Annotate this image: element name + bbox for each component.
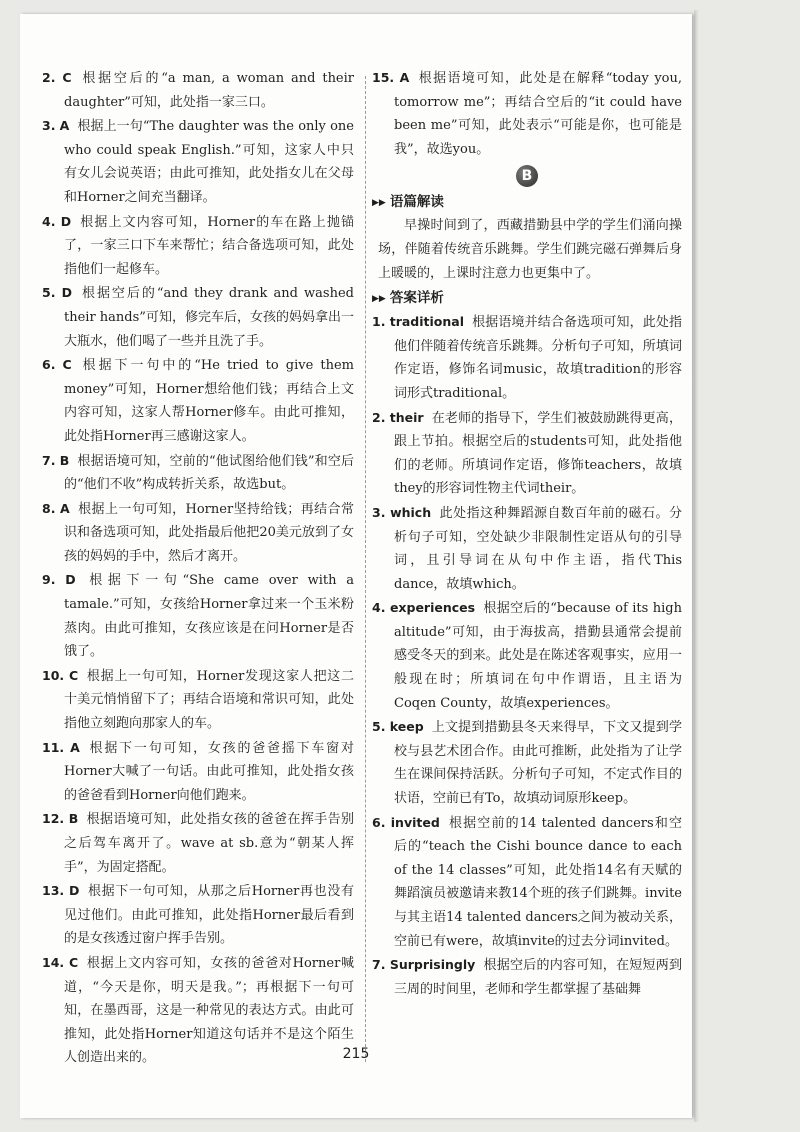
answer-item-15 — [372, 66, 682, 161]
answers-heading-text: 答案详析 — [389, 290, 444, 307]
page-number: 215 — [342, 1046, 370, 1062]
item-explanation: 根据下一句可知，从那之后Horner再也没有见过他们。由此可推知，此处指Horner最后看到的是女孩透过窗户挥手告别。 — [64, 884, 354, 947]
item-number: 9. — [42, 572, 56, 588]
item-answer: C — [69, 954, 79, 970]
item-number: 3. — [42, 118, 56, 134]
item-number: 7. — [372, 957, 386, 973]
item-number: 5. — [42, 285, 56, 301]
item-explanation: 在老师的指导下，学生们被鼓励跳得更高，跟上节拍。根据空后的students可知，此处指他们的老师。所填词作定语，修饰teachers，故填they的形容词性物主代词their。 — [394, 410, 682, 497]
item-explanation: 根据上一句可知，Horner坚持给钱；再结合常识和备选项可知，此处指最后他把20美元放到了女孩的妈妈的手中，然后才离开。 — [64, 501, 354, 564]
item-explanation: 根据语境可知，此处是在解释“today you, tomorrow me”；再结合空后的“it could have been me”可知，此处表示“可能是你，也可能是我”，故选you。 — [394, 71, 682, 157]
answer-item — [42, 210, 354, 282]
item-answer: traditional — [389, 314, 464, 330]
item-answer: experiences — [389, 600, 476, 616]
item-explanation: 根据下一句中的“He tried to give them money”可知，Horner想给他们钱；再结合上文内容可知，这家人帮Horner修车。由此可推知，此处指Horner再三感谢这家人。 — [64, 358, 354, 444]
item-answer: B — [59, 452, 70, 468]
item-answer: B — [68, 811, 79, 827]
item-explanation: 根据语境可知，此处指女孩的爸爸在挥手告别之后驾车离开了。wave at sb.意为“朝某人挥手”，为固定搭配。 — [64, 812, 354, 875]
item-answer: C — [62, 70, 72, 85]
answer-list-b — [372, 310, 682, 1001]
passage-reading-heading — [372, 191, 682, 214]
item-answer: D — [65, 572, 76, 588]
item-number: 2. — [42, 70, 56, 85]
item-number: 11. — [42, 739, 65, 755]
item-answer: C — [62, 357, 72, 373]
answer-item — [42, 114, 354, 209]
item-answer: D — [60, 213, 72, 229]
passage-heading-text: 语篇解读 — [389, 194, 444, 211]
item-explanation: 根据上文内容可知，女孩的爸爸对Horner喊道，“今天是你，明天是我。”；再根据下一句可知，在墨西哥，这是一种常见的表达方式。由此可推知，此处指Horner知道这句话并不是这个陌生人创造出来的。 — [64, 955, 354, 1066]
answer-item — [42, 736, 354, 808]
item-answer: which — [390, 504, 432, 520]
item-number: 7. — [42, 452, 56, 468]
answer-item — [42, 664, 354, 736]
item-answer: Surprisingly — [389, 957, 476, 973]
item-explanation: 根据上文内容可知，Horner的车在路上抛锚了，一家三口下车来帮忙；结合备选项可知，此处指他们一起修车。 — [64, 214, 354, 277]
answer-item — [42, 807, 354, 879]
item-explanation: 根据上一句可知，Horner发现这家人把这二十美元悄悄留下了；再结合语境和常识可知，此处指他立刻跑向那家人的车。 — [64, 668, 354, 732]
item-answer: A — [60, 500, 70, 516]
item-number: 13. — [42, 883, 65, 899]
item-answer: invited — [390, 814, 440, 830]
item-explanation: 根据空前的14 talented dancers和空后的“teach the Cishi bounce dance to each of the 14 classes”可知，此处指14名有天赋的舞蹈演员被邀请来教14个班的孩子们跳舞。invite与其主语14 talented dancers之间为被动关系，空前已有were，故填invite的过去分词invited。 — [394, 815, 682, 949]
answer-item — [372, 596, 682, 715]
item-explanation: 上文提到措勤县冬天来得早，下文又提到学校与县艺术团合作。由此可推断，此处指为了让学生在课间保持活跃。分析句子可知，不定式作目的状语，空前已有To，故填动词原形keep。 — [394, 720, 682, 807]
right-column — [372, 66, 682, 1001]
item-explanation: 根据空后的“and they drank and washed their hands”可知，修完车后，女孩的妈妈拿出一大瓶水，他们喝了一些并且洗了手。 — [64, 286, 354, 349]
item-answer: A — [399, 70, 410, 85]
item-answer: C — [69, 667, 79, 683]
item-answer: keep — [389, 719, 424, 735]
item-answer: A — [59, 118, 70, 134]
answer-item — [42, 568, 354, 663]
item-explanation: 根据语境并结合备选项可知，此处指他们伴随着传统音乐跳舞。分析句子可知，所填词作定语，修饰名词music，故填tradition的形容词形式traditional。 — [394, 315, 682, 401]
item-number: 5. — [372, 719, 386, 735]
answer-item — [372, 310, 682, 405]
item-answer: their — [389, 409, 424, 425]
passage-summary: 早操时间到了，西藏措勤县中学的学生们涌向操场，伴随着传统音乐跳舞。学生们跳完磁石弹舞后身上暖暖的，上课时注意力也更集中了。 — [378, 218, 682, 281]
item-explanation: 根据空后的“a man, a woman and their daughter”可知，此处指一家三口。 — [64, 71, 355, 110]
item-number: 1. — [372, 314, 386, 330]
item-number: 4. — [42, 213, 56, 229]
answer-item — [42, 281, 354, 353]
item-number: 15. — [372, 70, 395, 85]
item-explanation: 根据语境可知，空前的“他试图给他们钱”和空后的“他们不收”构成转折关系，故选but。 — [64, 453, 354, 493]
item-number: 4. — [372, 600, 386, 616]
item-explanation: 根据空后的内容可知，在短短两到三周的时间里，老师和学生都掌握了基础舞 — [394, 958, 682, 997]
item-number: 6. — [42, 357, 56, 373]
answer-item — [372, 715, 682, 810]
section-b-badge: B — [516, 165, 538, 187]
item-number: 10. — [42, 667, 65, 683]
answer-item — [42, 449, 354, 497]
answers-detail-heading — [372, 287, 682, 310]
page-edge — [694, 10, 700, 1122]
item-number: 3. — [372, 504, 386, 520]
answer-item — [372, 811, 682, 954]
item-explanation: 根据上一句“The daughter was the only one who could speak English.”可知，这家人中只有女儿会说英语；由此可推知，此处指女儿在父母和Horner之间充当翻译。 — [64, 119, 354, 205]
triangle-bullet-icon: ▶▶ — [372, 198, 386, 209]
column-divider — [365, 76, 366, 1062]
left-column — [42, 66, 354, 1070]
answer-item — [42, 879, 354, 951]
item-explanation: 此处指这种舞蹈源自数百年前的磁石。分析句子可知，空处缺少非限制性定语从句的引导词，且引导词在从句中作主语，指代This dance，故填which。 — [394, 505, 682, 592]
answer-item — [372, 953, 682, 1001]
item-number: 8. — [42, 500, 56, 516]
item-answer: A — [70, 739, 80, 755]
answer-item — [372, 406, 682, 501]
document-page — [20, 14, 692, 1118]
item-explanation: 根据下一句可知，女孩的爸爸摇下车窗对Horner大喊了一句话。由此可推知，此处指女孩的爸爸看到Horner向他们跑来。 — [64, 740, 354, 803]
answer-item — [42, 497, 354, 569]
item-number: 6. — [372, 814, 386, 830]
item-number: 2. — [372, 409, 386, 425]
answer-item — [42, 353, 354, 448]
item-answer: D — [61, 285, 72, 301]
item-explanation: 根据空后的“because of its high altitude”可知，由于海拔高，措勤县通常会提前感受冬天的到来。此处是在陈述客观事实，应用一般现在时；所填词在句中作谓语，且主语为Coqen County，故填experiences。 — [394, 601, 682, 711]
answer-item — [372, 501, 682, 596]
triangle-bullet-icon: ▶▶ — [372, 294, 386, 305]
item-answer: D — [68, 883, 80, 899]
item-number: 12. — [42, 811, 65, 827]
item-explanation: 根据下一句“She came over with a tamale.”可知，女孩给Horner拿过来一个玉米粉蒸肉。由此可推知，女孩应该是在问Horner是否饿了。 — [64, 573, 354, 660]
item-number: 14. — [42, 954, 65, 970]
answer-item — [42, 66, 354, 114]
